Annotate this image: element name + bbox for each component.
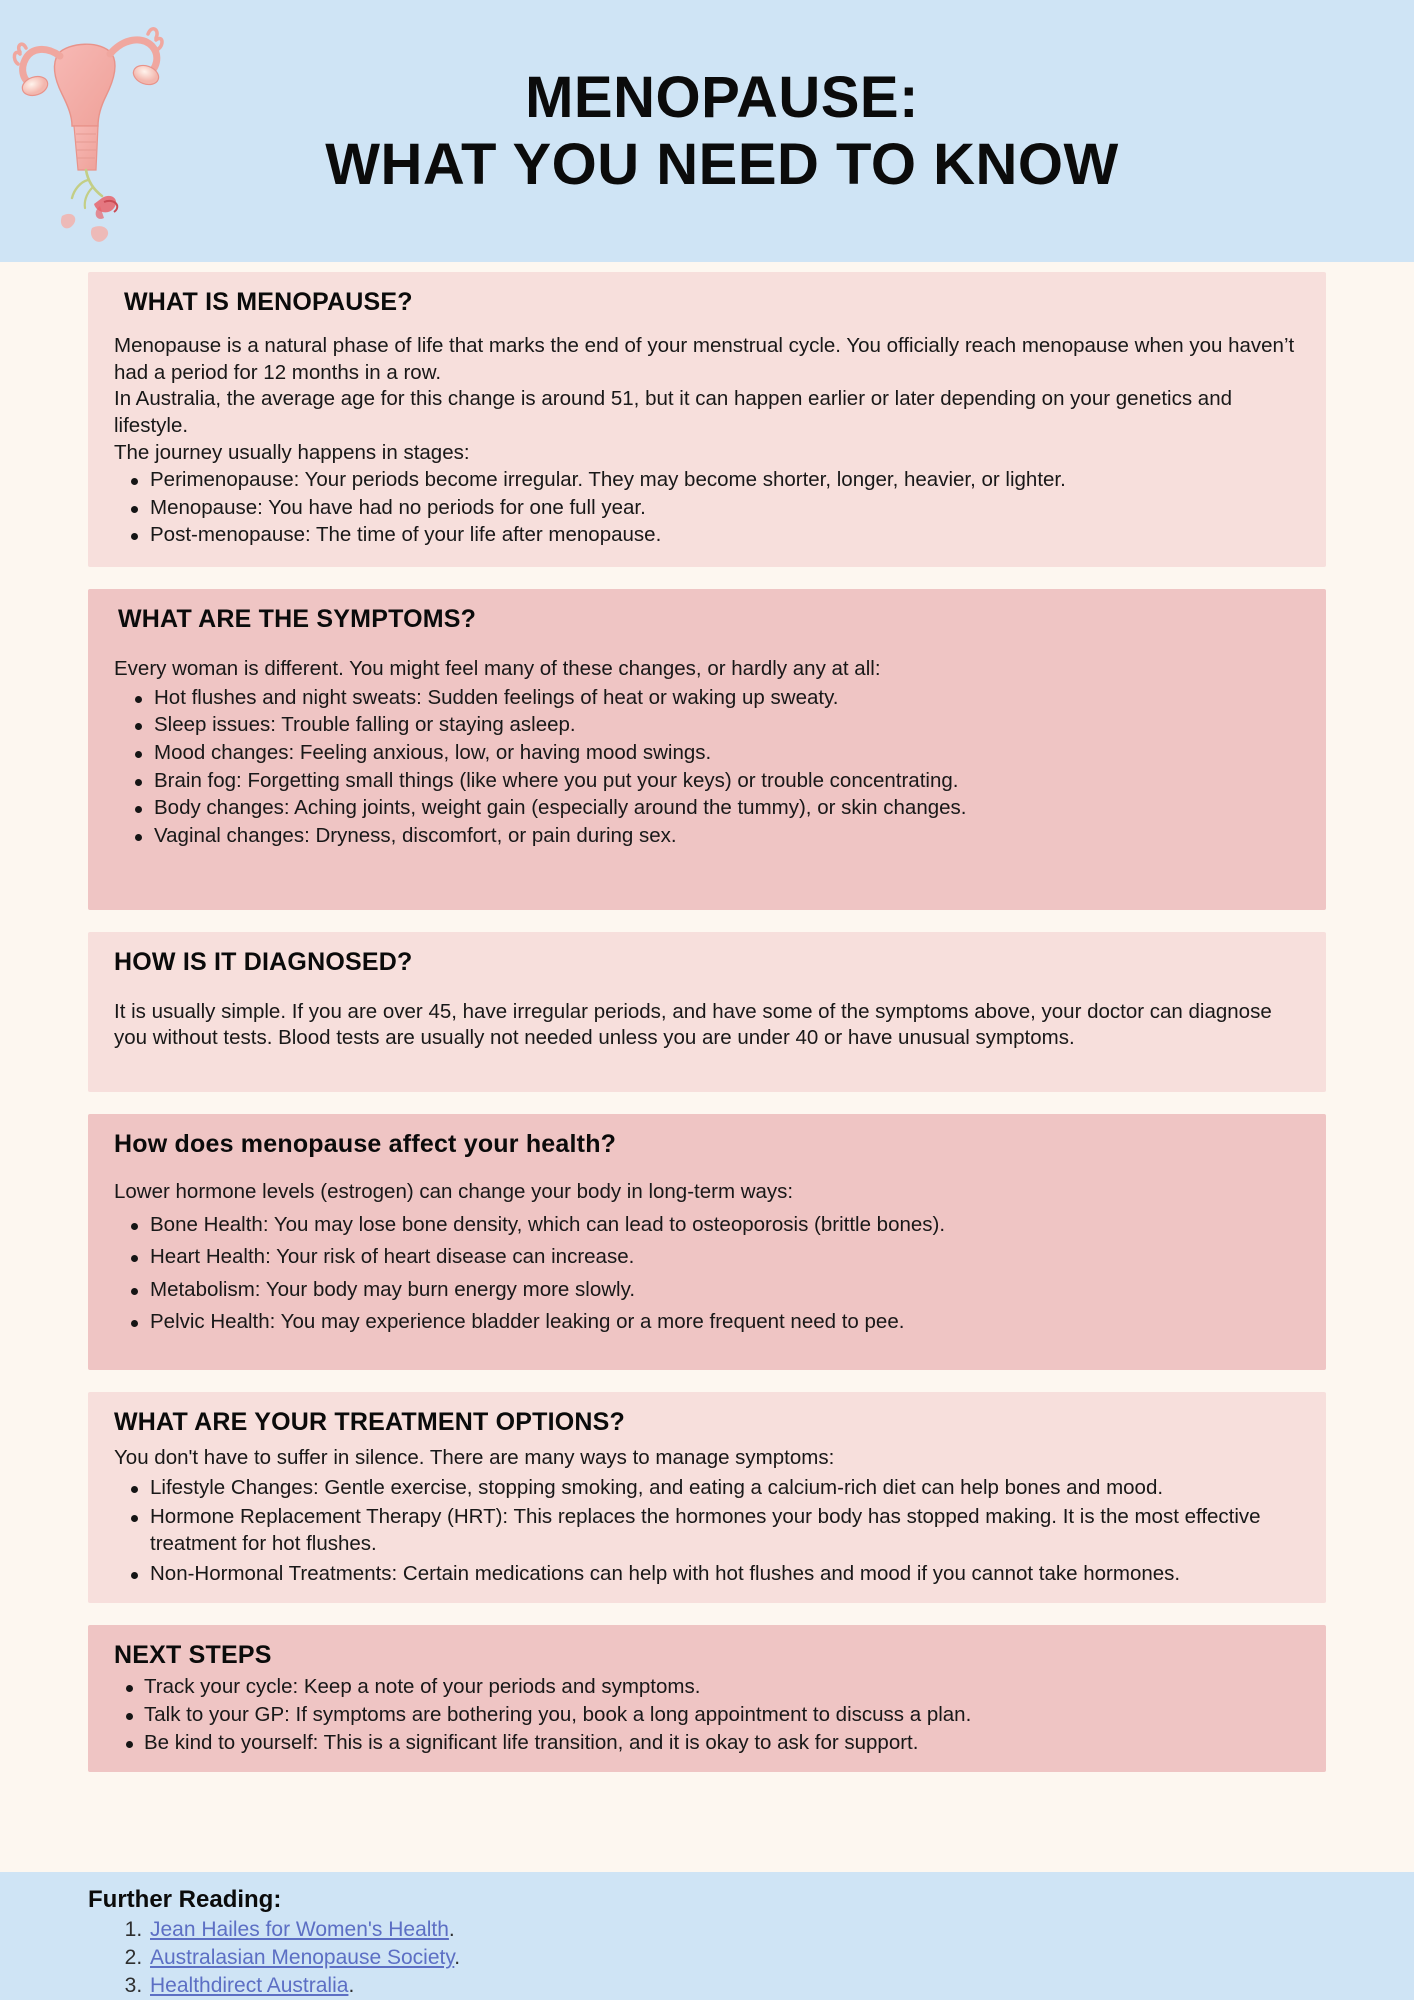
further-reading-link-2[interactable]: Australasian Menopause Society (150, 1946, 455, 1970)
list-item: Metabolism: Your body may burn energy more slowly. (114, 1277, 1300, 1304)
uterus-ovaries-illustration-icon (6, 2, 166, 250)
intro-paragraph-1: Menopause is a natural phase of life that marks the end of your menstrual cycle. You officially reach menopause when you haven’t had a period for 12 months in a row. (114, 334, 1295, 384)
further-reading-heading: Further Reading: (88, 1886, 282, 1914)
intro-stage-list (114, 467, 1300, 549)
list-item: Body changes: Aching joints, weight gain (especially around the tummy), or skin changes. (114, 795, 1300, 822)
list-item: Heart Health: Your risk of heart disease can increase. (114, 1244, 1300, 1271)
section-heading-diagnosis: HOW IS IT DIAGNOSED? (114, 947, 413, 976)
further-reading-link-1[interactable]: Jean Hailes for Women's Health (150, 1918, 449, 1942)
further-reading-link-3[interactable]: Healthdirect Australia (150, 1974, 349, 1998)
list-item: Brain fog: Forgetting small things (like where you put your keys) or trouble concentrating. (114, 768, 1300, 795)
treatment-list (114, 1475, 1300, 1588)
list-item: Hot flushes and night sweats: Sudden feelings of heat or waking up sweaty. (114, 685, 1300, 712)
diagnosis-body: It is usually simple. If you are over 45, have irregular periods, and have some of the symptoms above, your doctor can diagnose you without tests. Blood tests are usually not needed unless you are under 40 or have unusual symptoms. (114, 999, 1272, 1050)
period-punctuation: . (454, 1946, 461, 1970)
list-item (148, 1972, 1326, 2000)
next-steps-list (114, 1674, 1300, 1756)
list-item: Sleep issues: Trouble falling or staying asleep. (114, 712, 1300, 739)
section-symptoms (88, 589, 1326, 909)
list-item: Track your cycle: Keep a note of your periods and symptoms. (114, 1674, 1300, 1701)
list-item: Menopause: You have had no periods for one full year. (114, 495, 1300, 522)
health-effects-list (114, 1212, 1300, 1337)
symptoms-intro: Every woman is different. You might feel many of these changes, or hardly any at all: (114, 657, 881, 681)
list-item (148, 1916, 1326, 1944)
page-footer (0, 1872, 1414, 2000)
list-item: Lifestyle Changes: Gentle exercise, stopping smoking, and eating a calcium-rich diet can help bones and mood. (114, 1475, 1300, 1502)
symptoms-list (114, 685, 1300, 850)
section-heading-treatment-options: WHAT ARE YOUR TREATMENT OPTIONS? (114, 1408, 626, 1437)
section-heading-what-is-menopause: WHAT IS MENOPAUSE? (124, 288, 413, 316)
intro-paragraph-2: In Australia, the average age for this change is around 51, but it can happen earlier or later depending on your genetics and lifestyle. (114, 387, 1233, 437)
section-diagnosis (88, 932, 1326, 1092)
page-title-line-1: MENOPAUSE: (525, 64, 919, 130)
list-item: Talk to your GP: If symptoms are bothering you, book a long appointment to discuss a plan. (114, 1702, 1300, 1729)
health-intro: Lower hormone levels (estrogen) can change your body in long-term ways: (114, 1179, 794, 1203)
list-item: Vaginal changes: Dryness, discomfort, or pain during sex. (114, 823, 1300, 850)
page-header (0, 0, 1414, 262)
section-next-steps (88, 1625, 1326, 1772)
period-punctuation: . (448, 1918, 455, 1942)
page-title-line-2: WHAT YOU NEED TO KNOW (325, 132, 1119, 197)
list-item: Be kind to yourself: This is a significant life transition, and it is okay to ask for support. (114, 1730, 1300, 1757)
section-heading-symptoms: WHAT ARE THE SYMPTOMS? (118, 605, 477, 634)
period-punctuation: . (348, 1974, 355, 1998)
list-item: Non-Hormonal Treatments: Certain medications can help with hot flushes and mood if you cannot take hormones. (114, 1561, 1300, 1588)
list-item: Post-menopause: The time of your life after menopause. (114, 522, 1300, 549)
list-item: Mood changes: Feeling anxious, low, or having mood swings. (114, 740, 1300, 767)
intro-paragraph-3: The journey usually happens in stages: (114, 440, 470, 464)
list-item: Hormone Replacement Therapy (HRT): This replaces the hormones your body has stopped making. It is the most effective treatment for hot flushes. (114, 1504, 1300, 1557)
list-item: Pelvic Health: You may experience bladder leaking or a more frequent need to pee. (114, 1309, 1300, 1336)
list-item (148, 1944, 1326, 1972)
list-item: Bone Health: You may lose bone density, which can lead to osteoporosis (brittle bones). (114, 1212, 1300, 1239)
section-treatment-options (88, 1392, 1326, 1603)
treatment-intro: You don't have to suffer in silence. There are many ways to manage symptoms: (114, 1446, 835, 1470)
section-health-effects (88, 1114, 1326, 1370)
further-reading-list (88, 1916, 1326, 2000)
section-heading-health-effects: How does menopause affect your health? (114, 1129, 617, 1158)
section-heading-next-steps: NEXT STEPS (114, 1641, 272, 1670)
page-title (255, 64, 1159, 199)
section-what-is-menopause (88, 272, 1326, 567)
list-item: Perimenopause: Your periods become irregular. They may become shorter, longer, heavier, or lighter. (114, 467, 1300, 494)
content-area (0, 262, 1414, 1872)
